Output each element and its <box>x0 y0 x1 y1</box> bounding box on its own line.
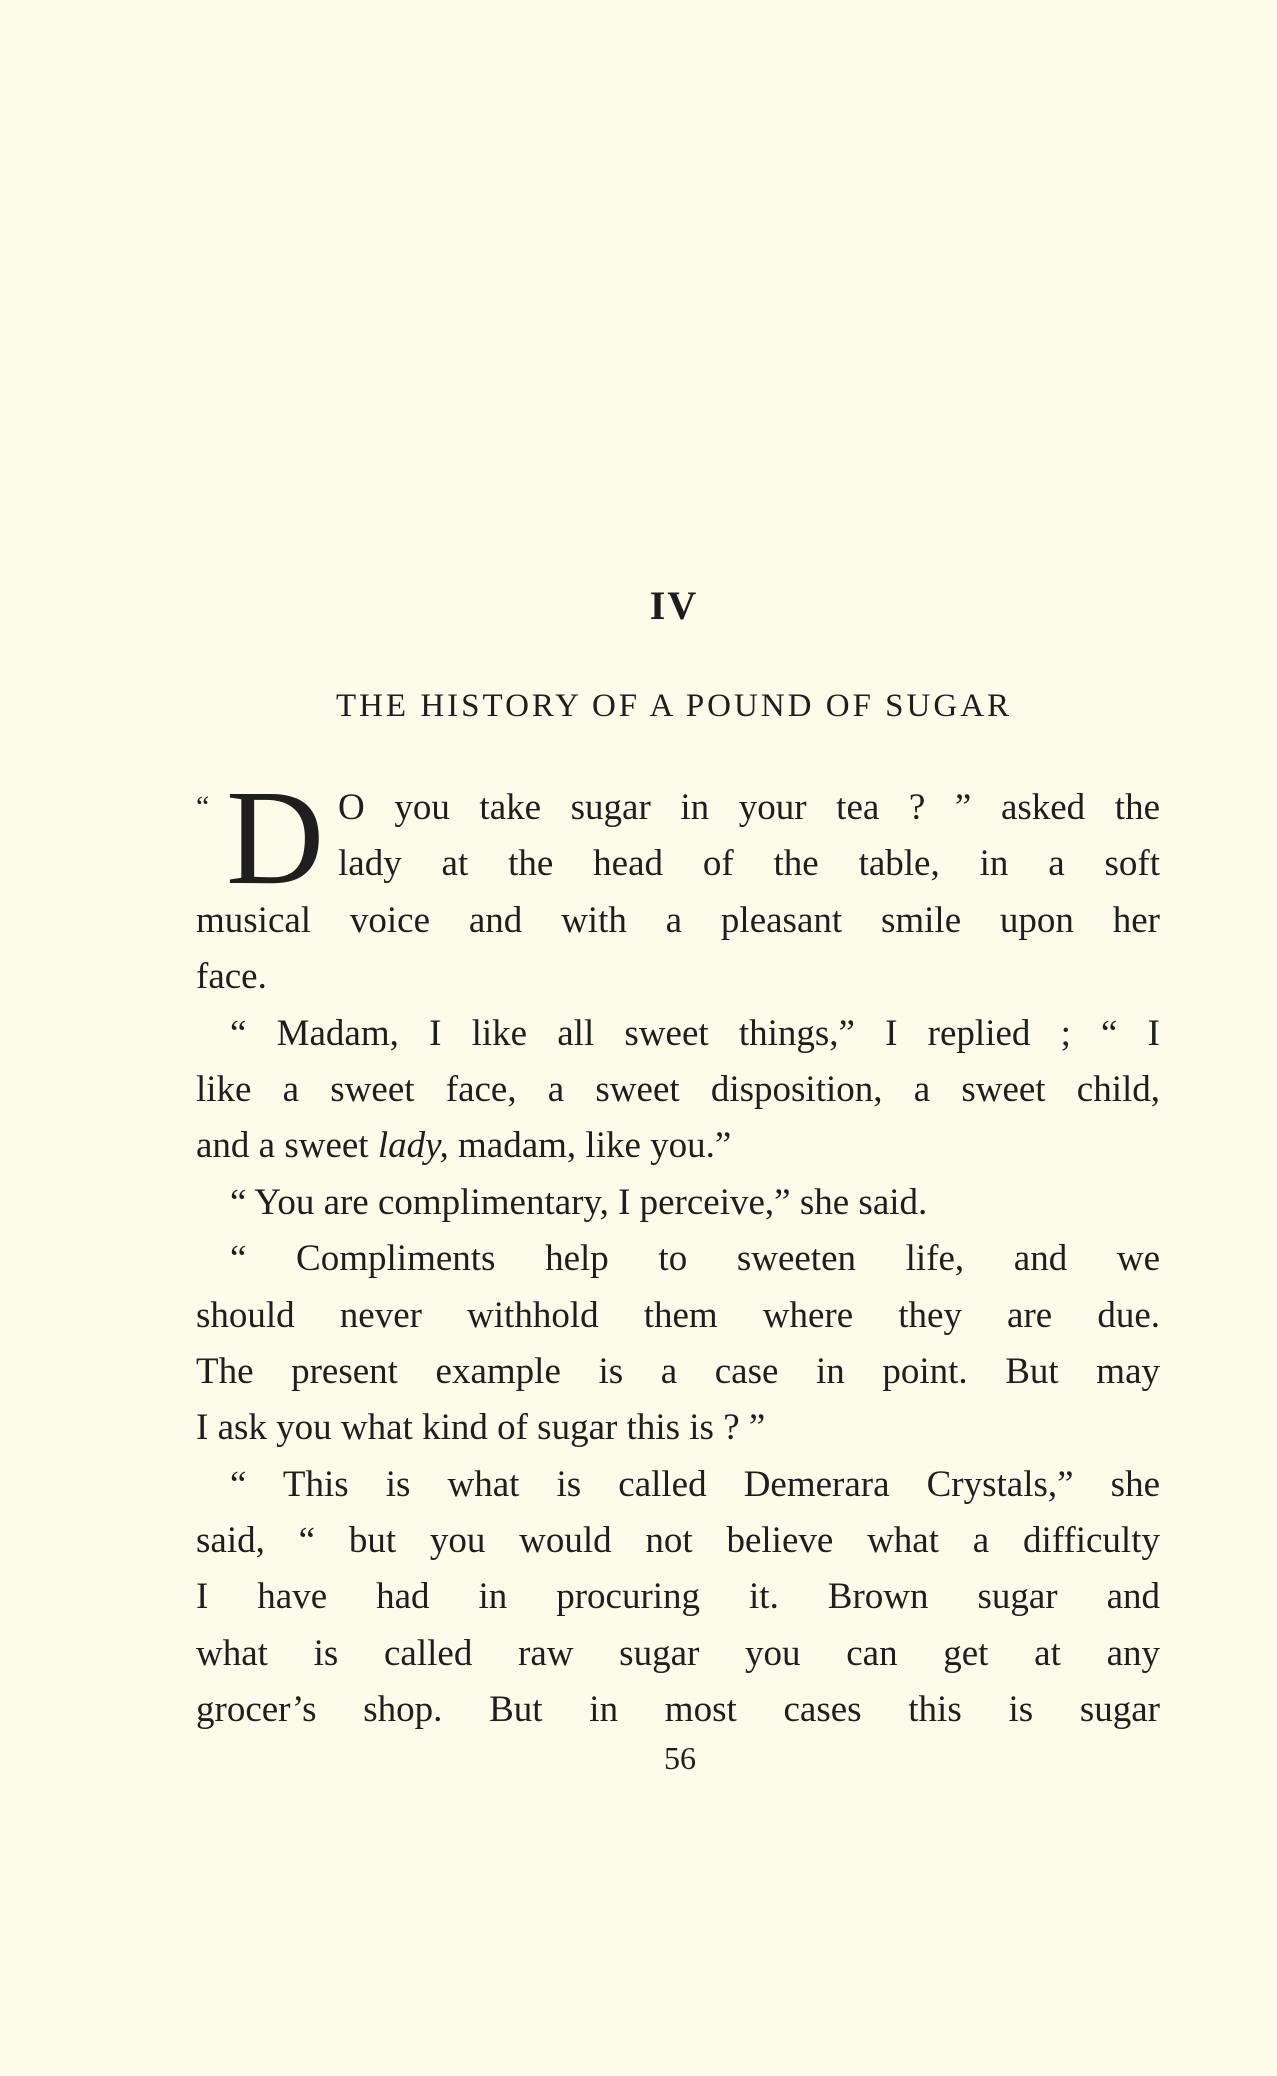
page-number: 56 <box>664 1740 696 1776</box>
text-line: O you take sugar in your tea ? ” asked the <box>338 787 1160 828</box>
opening-quote-mark: “ <box>196 790 210 823</box>
text-line: musical voice and with a pleasant smile upon her <box>196 899 1160 941</box>
body-text <box>196 763 1160 1739</box>
text-line: “ This is what is called Demerara Crystals,” she <box>230 1463 1160 1505</box>
text-line: should never withhold them where they are due. <box>196 1294 1160 1336</box>
text-line: “ Madam, I like all sweet things,” I replied ; “ I <box>230 1012 1160 1054</box>
text-line: lady at the head of the table, in a soft <box>338 843 1160 885</box>
text-line: I ask you what kind of sugar this is ? ” <box>196 1407 766 1449</box>
text-line <box>196 1118 1160 1174</box>
text-line: like a sweet face, a sweet disposition, a sweet child, <box>196 1068 1160 1110</box>
text-line: grocer’s shop. But in most cases this is sugar <box>196 1689 1160 1731</box>
drop-cap-letter: D <box>226 763 325 913</box>
chapter-title: THE HISTORY OF A POUND OF SUGAR <box>335 688 1013 724</box>
text-line: “ Compliments help to sweeten life, and we <box>230 1238 1160 1280</box>
text-line: The present example is a case in point. But may <box>196 1350 1160 1392</box>
italic-word: lady, <box>377 1125 449 1167</box>
text-line: “ You are complimentary, I perceive,” she said. <box>230 1181 928 1223</box>
chapter-number: IV <box>649 583 699 628</box>
text-span: and a sweet <box>196 1125 378 1167</box>
text-line: said, “ but you would not believe what a difficulty <box>196 1520 1160 1562</box>
text-line: what is called raw sugar you can get at any <box>196 1632 1160 1674</box>
text-line: face. <box>196 956 267 998</box>
text-span: madam, like you.” <box>448 1125 732 1167</box>
text-line: I have had in procuring it. Brown sugar and <box>196 1576 1160 1618</box>
